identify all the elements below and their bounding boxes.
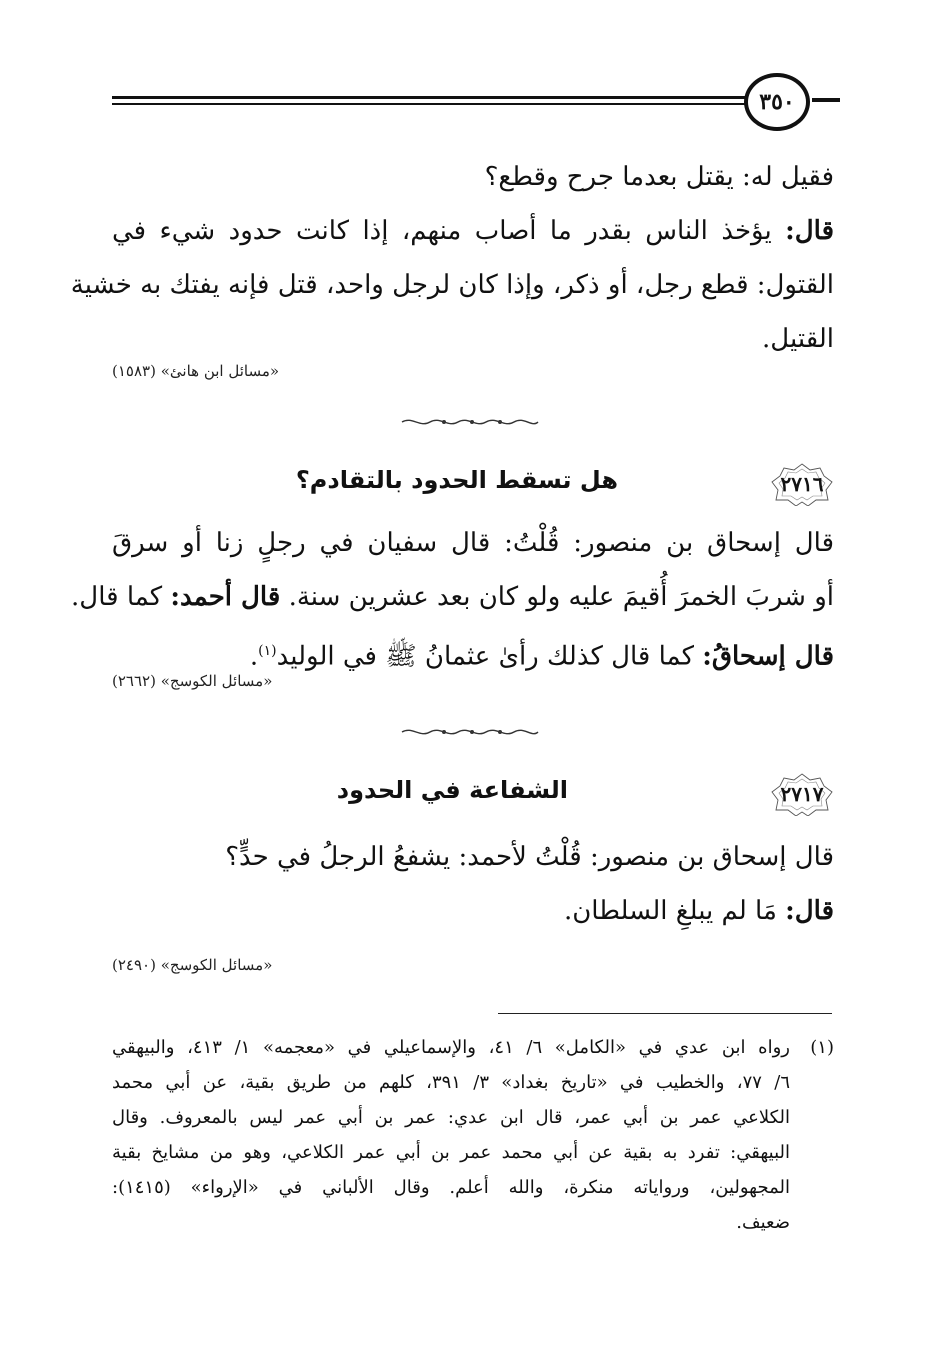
divider-ornament — [400, 416, 540, 428]
footnote-ref[interactable]: (١) — [258, 643, 277, 659]
source-citation: «مسائل الكوسج» (٢٦٦٢) — [112, 672, 273, 690]
number-badge — [770, 462, 834, 506]
footnote — [112, 1030, 834, 1240]
source-citation: «مسائل ابن هانئ» (١٥٨٣) — [112, 362, 280, 380]
section2-line — [112, 624, 834, 678]
qal-ahmad-label: قال أحمد: — [170, 582, 281, 612]
footnote-marker: (١) — [810, 1037, 834, 1058]
header-rule-tail — [812, 98, 840, 102]
footnote-line: الكلاعي عمر بن أبي عمر، قال ابن عدي: عمر بن أبي عمر ليس بالمعروف. وقال — [112, 1107, 790, 1128]
section2-line-end: . — [249, 641, 259, 672]
section1-line-text: يؤخذ الناس بقدر ما أصاب منهم، إذا كانت حدود شيء في — [112, 216, 772, 246]
section1-line: القتول: قطع رجل، أو ذكر، وإذا كان لرجل واحد، قتل فإنه يفتك به خشية — [70, 270, 834, 300]
divider-ornament — [400, 726, 540, 738]
section1-line: فقيل له: يقتل بعدما جرح وقطع؟ — [484, 162, 834, 192]
section3-line-text: مَا لم يبلغِ السلطان. — [563, 896, 777, 926]
section2-line-text: كما قال. — [71, 582, 163, 612]
section2-line-text: أو شربَ الخمرَ أُقيمَ عليه ولو كان بعد عشرين سنة. — [288, 582, 834, 612]
section2-paragraph — [71, 516, 834, 678]
section2-line — [71, 570, 834, 624]
section3-heading-row — [112, 772, 834, 816]
footnote-line: ٦/ ٧٧، والخطيب في «تاريخ بغداد» ٣/ ٣٩١، كلهم من طريق بقية، عن أبي محمد — [112, 1072, 790, 1093]
qal-label: قال: — [785, 896, 834, 926]
number-badge — [770, 772, 834, 816]
section-number: ٢٧١٦ — [780, 472, 824, 496]
section-number: ٢٧١٧ — [780, 782, 824, 806]
qal-label: قال: — [785, 216, 834, 246]
footnote-separator — [498, 1013, 832, 1014]
section1-line: القتيل. — [762, 324, 834, 354]
source-citation: «مسائل الكوسج» (٢٤٩٠) — [112, 956, 273, 974]
section1-line — [112, 204, 834, 258]
page-number: ٣٥٠ — [744, 73, 810, 131]
footnote-line: المجهولين، ورواياته منكرة، والله أعلم. وقال الألباني في «الإرواء» (١٤١٥): — [112, 1177, 790, 1198]
footnote-line: البيهقي: تفرد به بقية عن أبي محمد عمر بن أبي عمر الكلاعي، وهو من مشايخ بقية — [112, 1142, 790, 1163]
footnote-body — [112, 1030, 790, 1240]
header-rule-bottom — [112, 103, 752, 105]
footnote-line: رواه ابن عدي في «الكامل» ٦/ ٤١، والإسماعيلي في «معجمه» ١/ ٤١٣، والبيهقي — [112, 1037, 790, 1058]
footnote-line: ضعيف. — [736, 1212, 790, 1233]
section2-line: قال إسحاق بن منصور: قُلْتُ: قال سفيان في رجلٍ زنا أو سرقَ — [112, 528, 834, 558]
section3-line: قال إسحاق بن منصور: قُلْتُ لأحمد: يشفعُ الرجلُ في حدٍّ؟ — [225, 842, 834, 872]
qal-ishaq-label: قال إسحاقُ: — [702, 641, 834, 672]
section2-line-text: كما قال كذلك رأىٰ عثمانُ ﷺ في الوليد — [276, 641, 694, 672]
section1-paragraph — [70, 150, 834, 366]
section2-heading-row — [112, 462, 834, 506]
section3-paragraph — [112, 830, 834, 938]
section3-line — [112, 884, 834, 938]
header-rule-top — [112, 96, 752, 99]
section-heading: هل تسقط الحدود بالتقادم؟ — [295, 466, 618, 494]
section-heading: الشفاعة في الحدود — [336, 776, 568, 804]
